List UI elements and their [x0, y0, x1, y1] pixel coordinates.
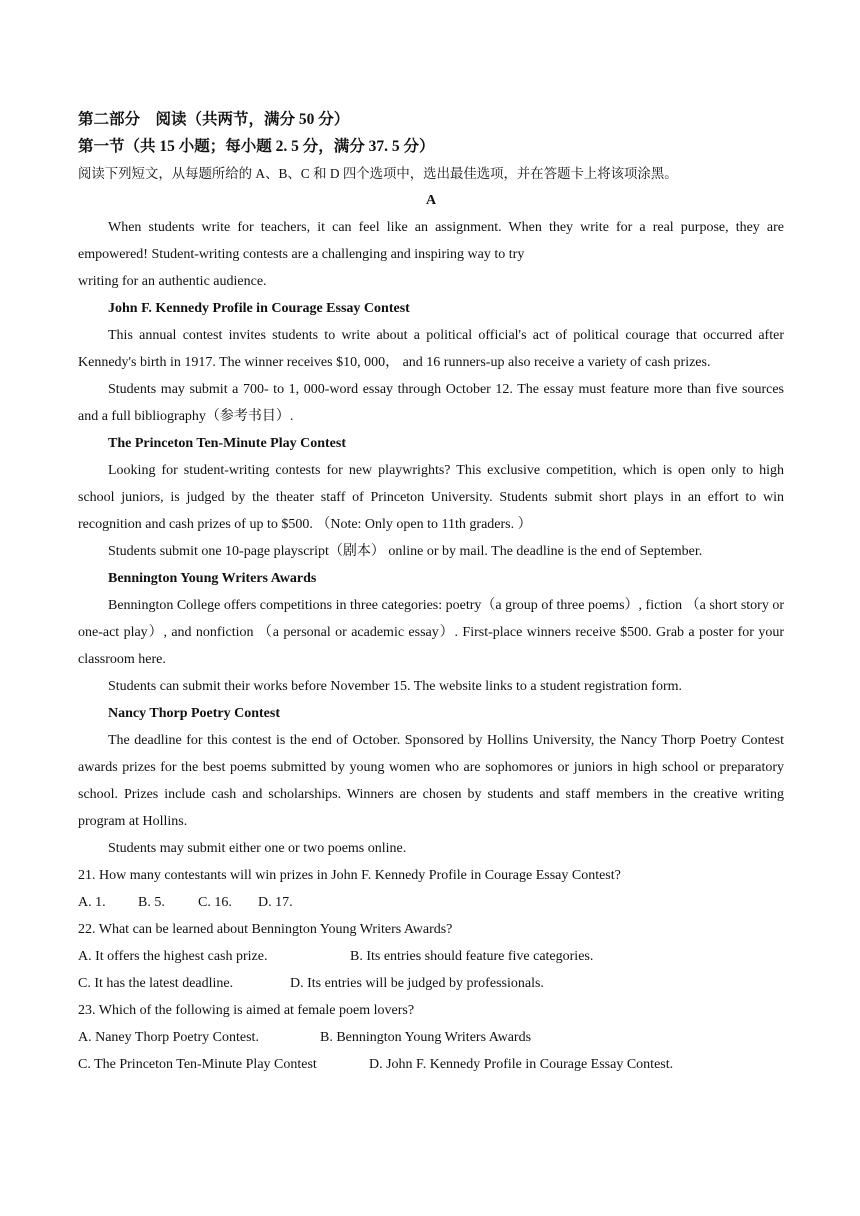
option-row	[78, 943, 784, 970]
contest-paragraph: Looking for student-writing contests for new playwrights? This exclusive competition, which is open only to high school juniors, is judged by the theater staff of Princeton University. Students submit short plays in an effort to win recognition and cash prizes of up to $500. （Note: Only open to 11th graders. ）	[78, 463, 784, 532]
part-title: 第二部分 阅读（共两节，满分 50 分）	[78, 111, 350, 128]
option-d: D. 17.	[258, 895, 293, 910]
option-b: B. Bennington Young Writers Awards	[320, 1030, 532, 1045]
option-b: B. 5.	[138, 895, 165, 910]
question-stem: 22. What can be learned about Bennington Young Writers Awards?	[78, 922, 453, 937]
option-row	[78, 970, 784, 997]
question-stem: 23. Which of the following is aimed at female poem lovers?	[78, 1003, 415, 1018]
option-c: C. The Princeton Ten-Minute Play Contest	[78, 1057, 317, 1072]
question-stem: 21. How many contestants will win prizes in John F. Kennedy Profile in Courage Essay Contest?	[78, 868, 621, 883]
contest-title: Nancy Thorp Poetry Contest	[108, 706, 281, 721]
instructions: 阅读下列短文，从每题所给的 A、B、C 和 D 四个选项中，选出最佳选项，并在答题卡上将该项涂黑。	[78, 166, 678, 181]
section-title: 第一节（共 15 小题；每小题 2. 5 分，满分 37. 5 分）	[78, 138, 435, 155]
contest-title: Bennington Young Writers Awards	[108, 571, 317, 586]
contest-paragraph: The deadline for this contest is the end of October. Sponsored by Hollins University, the Nancy Thorp Poetry Contest awards prizes for the best poems submitted by young women who are sophomores or juniors in high school or preparatory school. Prizes include cash and scholarships. Winners are chosen by students and staff members in the creative writing program at Hollins.	[78, 733, 784, 829]
option-c: C. 16.	[198, 895, 232, 910]
option-row	[78, 1051, 784, 1078]
option-a: A. Naney Thorp Poetry Contest.	[78, 1030, 259, 1045]
option-row	[78, 889, 784, 916]
contest-paragraph: Students submit one 10-page playscript（剧本） online or by mail. The deadline is the end of September.	[108, 544, 703, 559]
passage-intro: When students write for teachers, it can feel like an assignment. When they write for a real purpose, they are empowered! Student-writing contests are a challenging and inspiring way to try writing for an authentic audience.	[78, 220, 784, 289]
option-a: A. 1.	[78, 895, 106, 910]
contest-title: The Princeton Ten-Minute Play Contest	[108, 436, 346, 451]
option-b: B. Its entries should feature five categories.	[350, 949, 594, 964]
option-a: A. It offers the highest cash prize.	[78, 949, 268, 964]
page-content	[78, 106, 784, 1078]
contest-paragraph: Students may submit either one or two poems online.	[108, 841, 407, 856]
option-row	[78, 1024, 784, 1051]
option-d: D. Its entries will be judged by professionals.	[290, 976, 544, 991]
option-d: D. John F. Kennedy Profile in Courage Essay Contest.	[369, 1057, 674, 1072]
contest-title: John F. Kennedy Profile in Courage Essay Contest	[108, 301, 410, 316]
option-c: C. It has the latest deadline.	[78, 976, 234, 991]
contest-paragraph: Students may submit a 700- to 1, 000-word essay through October 12. The essay must feature more than five sources and a full bibliography（参考书目）.	[78, 382, 784, 424]
contest-paragraph: Bennington College offers competitions in three categories: poetry（a group of three poems）, fiction （a short story or one-act play）, and nonfiction （a personal or academic essay）. First-place winners receive $500. Grab a poster for your classroom here.	[78, 598, 784, 667]
passage-label: A	[425, 193, 437, 208]
contest-paragraph: This annual contest invites students to write about a political official's act of political courage that occurred after Kennedy's birth in 1917. The winner receives $10, 000， and 16 runners-up also receive a variety of cash prizes.	[78, 328, 784, 370]
contest-paragraph: Students can submit their works before November 15. The website links to a student registration form.	[108, 679, 683, 694]
